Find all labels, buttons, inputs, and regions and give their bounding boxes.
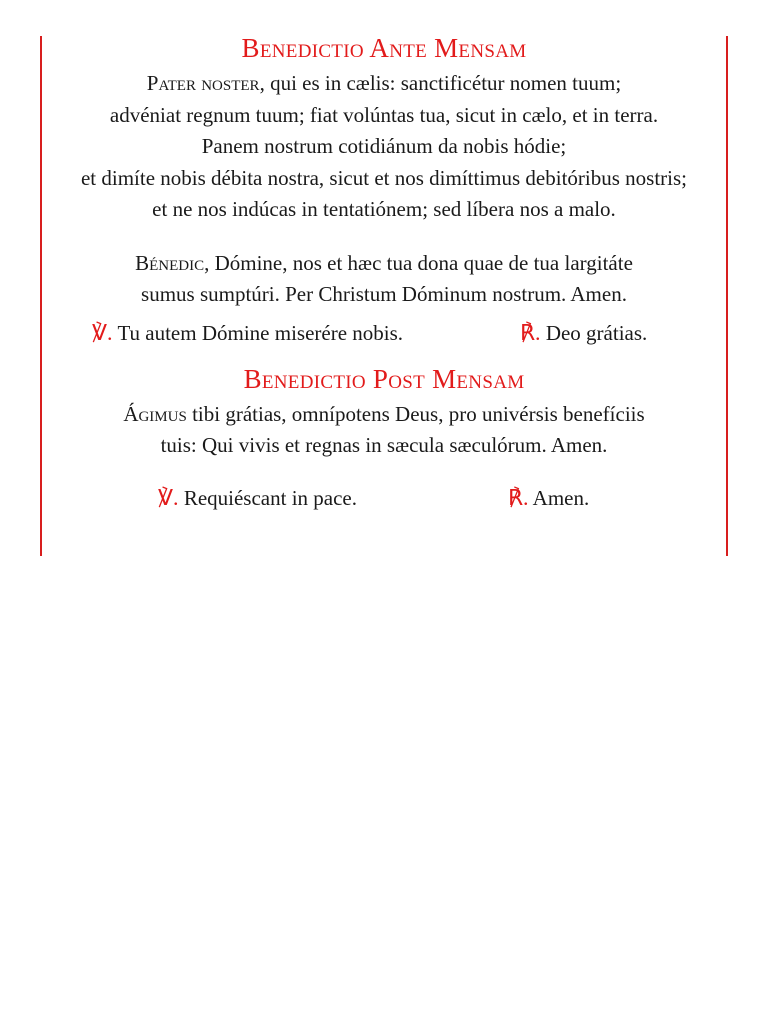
ante-heading: Benedictio Ante Mensam: [241, 33, 527, 63]
ante-response: [520, 311, 647, 355]
pater-line-2: advéniat regnum tuum; fiat volúntas tua, sicut in cælo, et in terra.: [109, 102, 659, 127]
post-versicle-text: Requiéscant in pace.: [183, 485, 357, 510]
pater-line-1-rest: , qui es in cælis: sanctificétur nomen tuum;: [259, 71, 622, 95]
spacer: [42, 226, 726, 248]
ante-response-text: Deo grátias.: [545, 320, 648, 345]
benedic-line-2: sumus sumptúri. Per Christum Dóminum nostrum. Amen.: [141, 282, 627, 306]
post-versicle: [158, 476, 357, 520]
pater-noster-block: [42, 68, 726, 226]
agimus-line-1-rest: tibi grátias, omnípotens Deus, pro univérsis benefíciis: [186, 401, 645, 426]
spacer: [42, 462, 726, 476]
agimus-line-1: [42, 399, 726, 431]
ante-versicle-response: [42, 311, 726, 355]
pater-line-4: et dimíte nobis débita nostra, sicut et nos dimíttimus debitóribus nostris;: [80, 165, 688, 190]
agimus-line-2: tuis: Qui vivis et regnas in sæcula sæculórum. Amen.: [160, 433, 608, 457]
pater-lead: Pater noster: [146, 71, 260, 95]
post-response: [508, 476, 589, 520]
agimus-block: [42, 399, 726, 462]
post-versicle-response: [42, 476, 726, 520]
response-symbol: ℟.: [508, 484, 529, 510]
pater-line-3: Panem nostrum cotidiánum da nobis hódie;: [201, 134, 567, 158]
versicle-symbol: ℣.: [92, 319, 113, 345]
post-heading: Benedictio Post Mensam: [243, 363, 525, 394]
benedic-line-1: [42, 248, 726, 280]
pater-line-1: [42, 68, 726, 100]
ante-versicle-text: Tu autem Dómine miserére nobis.: [117, 320, 404, 345]
agimus-lead: Ágimus: [123, 401, 187, 426]
post-response-text: Amen.: [532, 485, 590, 510]
right-margin-rule: [726, 36, 728, 556]
ante-versicle: [92, 311, 403, 355]
benedic-line-1-rest: , Dómine, nos et hæc tua dona quae de tua largitáte: [204, 250, 633, 275]
benedic-lead: Bénedic: [135, 250, 205, 275]
pater-line-5: et ne nos indúcas in tentatiónem; sed líbera nos a malo.: [152, 197, 616, 221]
versicle-symbol: ℣.: [158, 484, 179, 510]
grace-card: [42, 28, 726, 520]
response-symbol: ℟.: [520, 319, 541, 345]
benedic-block: [42, 248, 726, 311]
